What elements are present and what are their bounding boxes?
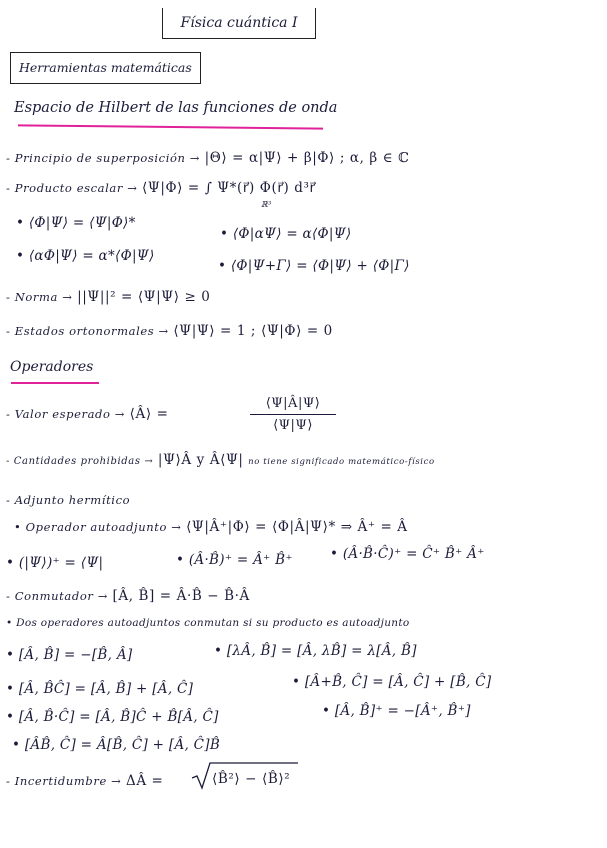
scalar-product-formula: ⟨Ψ|Φ⟩ = ∫ Ψ*(r⃗) Φ(r⃗) d³r⃗ — [142, 180, 316, 196]
orthonormal-line — [6, 323, 333, 339]
forbidden-formula: |Ψ⟩Â y Â⟨Ψ| — [157, 452, 244, 468]
expected-value-line — [6, 406, 169, 422]
hermitian-adjoint-line — [6, 492, 130, 508]
self-adjoint-line — [14, 519, 408, 535]
commutator-sum-left: • [Â+B̂, Ĉ] = [Â, Ĉ] + [B̂, Ĉ] — [292, 674, 492, 690]
expected-value-label: - Valor esperado → — [6, 407, 126, 421]
commutator-product-left: • [ÂB̂, Ĉ] = Â[B̂, Ĉ] + [Â, Ĉ]B̂ — [12, 737, 221, 753]
forbidden-line — [6, 452, 435, 468]
property-antilinear: • ⟨αΦ|Ψ⟩ = α*⟨Φ|Ψ⟩ — [16, 248, 155, 264]
uncertainty-radicand — [212, 771, 290, 787]
commutator-adjoint: • [Â, B̂]⁺ = −[Â⁺, B̂⁺] — [322, 703, 471, 719]
commutator-scalar: • [λÂ, B̂] = [Â, λB̂] = λ[Â, B̂] — [214, 643, 417, 659]
forbidden-note: no tiene significado matemático-físico — [248, 457, 435, 467]
uncertainty-radicand-text: ⟨B̂²⟩ − ⟨B̂⟩² — [212, 771, 291, 787]
subtitle-text: Herramientas matemáticas — [19, 60, 192, 75]
superposition-label: - Principio de superposición → — [6, 151, 200, 165]
property-linear: • ⟨Φ|αΨ⟩ = α⟨Φ|Ψ⟩ — [220, 226, 352, 242]
superposition-line — [6, 150, 409, 166]
orthonormal-label: - Estados ortonormales → — [6, 324, 169, 338]
expected-value-fraction — [250, 396, 336, 433]
orthonormal-formula: ⟨Ψ|Ψ⟩ = 1 ; ⟨Ψ|Φ⟩ = 0 — [173, 323, 333, 339]
commutator-antisymmetry: • [Â, B̂] = −[B̂, Â] — [6, 647, 133, 663]
property-distributive: • ⟨Φ|Ψ+Γ⟩ = ⟨Φ|Ψ⟩ + ⟨Φ|Γ⟩ — [218, 258, 410, 274]
adjoint-product-three: • (Â·B̂·Ĉ)⁺ = Ĉ⁺ B̂⁺ Â⁺ — [330, 546, 485, 562]
fraction-denominator: ⟨Ψ|Ψ⟩ — [273, 418, 313, 434]
uncertainty-lhs: ΔÂ = — [125, 773, 164, 789]
uncertainty-label: - Incertidumbre → — [6, 774, 122, 788]
uncertainty-line — [6, 773, 163, 789]
integral-domain: ℝ³ — [261, 200, 272, 209]
superposition-formula: |Θ⟩ = α|Ψ⟩ + β|Φ⟩ ; α, β ∈ ℂ — [204, 150, 410, 166]
commutator-line — [6, 588, 250, 604]
page-title — [162, 8, 316, 39]
section-heading-hilbert: Espacio de Hilbert de las funciones de onda — [14, 100, 338, 116]
commutator-formula: [Â, B̂] = Â·B̂ − B̂·Â — [112, 588, 250, 604]
commutator-label: - Conmutador → — [6, 589, 108, 603]
forbidden-label: - Cantidades prohibidas → — [6, 456, 154, 467]
commutator-sum-right: • [Â, B̂Ĉ] = [Â, B̂] + [Â, Ĉ] — [6, 681, 194, 697]
norm-label: - Norma → — [6, 290, 73, 304]
adjoint-product-two: • (Â·B̂)⁺ = Â⁺ B̂⁺ — [176, 552, 293, 568]
norm-line — [6, 289, 210, 305]
fraction-bar — [250, 414, 336, 415]
scalar-product-line — [6, 180, 316, 196]
scalar-product-label: - Producto escalar → — [6, 181, 138, 195]
fraction-numerator: ⟨Ψ|Â|Ψ⟩ — [265, 396, 321, 411]
adjoint-ket: • (|Ψ⟩)⁺ = ⟨Ψ| — [6, 555, 104, 571]
heading-underline-operators — [11, 382, 99, 384]
hermitian-adjoint-label: - Adjunto hermítico — [6, 493, 131, 507]
heading-underline — [18, 124, 323, 129]
expected-value-lhs: ⟨Â⟩ = — [129, 406, 169, 422]
subtitle-box — [10, 52, 201, 84]
page-title-text: Física cuántica I — [180, 15, 298, 31]
self-adjoint-label: • Operador autoadjunto → — [14, 520, 182, 534]
commute-note: • Dos operadores autoadjuntos conmutan si su producto es autoadjunto — [6, 617, 410, 629]
norm-formula: ||Ψ||² = ⟨Ψ|Ψ⟩ ≥ 0 — [77, 289, 211, 305]
commutator-product-right: • [Â, B̂·Ĉ] = [Â, B̂]Ĉ + B̂[Â, Ĉ] — [6, 709, 219, 725]
section-heading-operators: Operadores — [10, 359, 94, 375]
property-conjugate: • ⟨Φ|Ψ⟩ = ⟨Ψ|Φ⟩* — [16, 215, 136, 231]
self-adjoint-formula: ⟨Ψ|Â⁺|Φ⟩ = ⟨Φ|Â|Ψ⟩* ⇒ Â⁺ = Â — [186, 519, 408, 535]
